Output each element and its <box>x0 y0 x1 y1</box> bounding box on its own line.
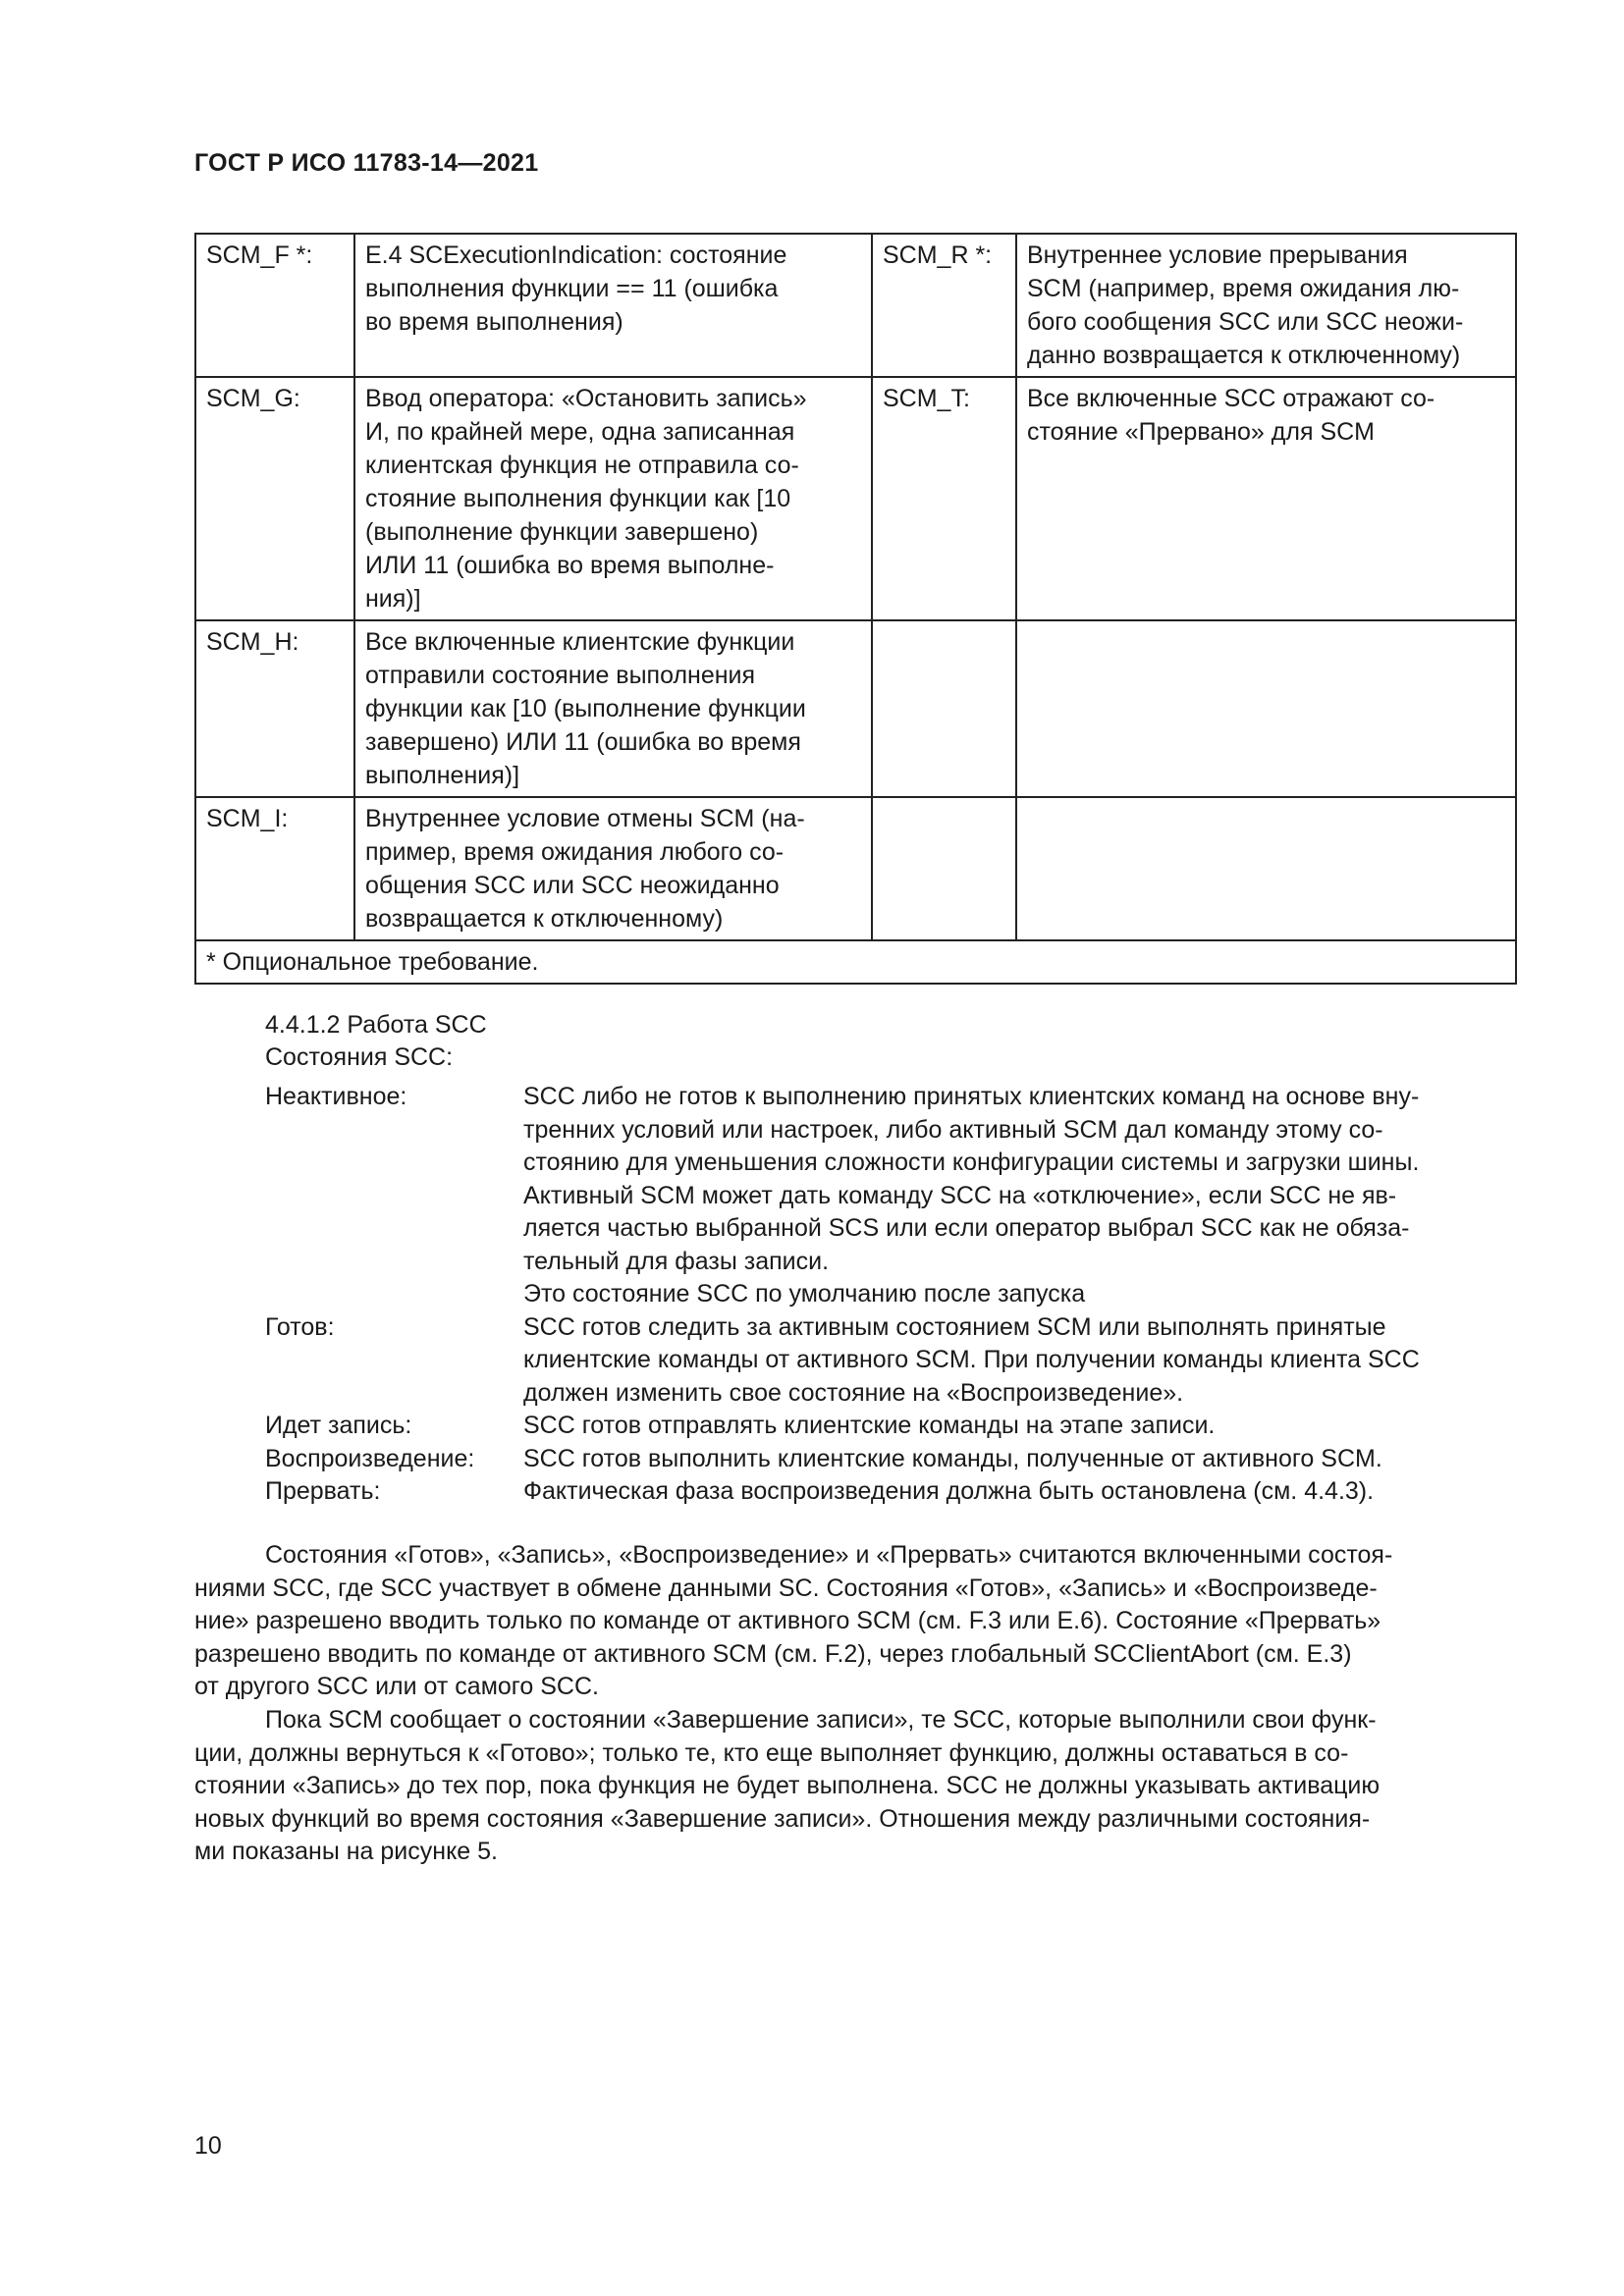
transition-id: SCM_H: <box>195 620 354 797</box>
empty-cell <box>872 797 1016 940</box>
document-header: ГОСТ Р ИСО 11783-14—2021 <box>194 149 539 177</box>
transition-id: SCM_F *: <box>195 234 354 377</box>
body-paragraph: Пока SCM сообщает о состоянии «Завершение записи», те SCC, которые выполнили свои функ- ции, должны вернуться к «Готово»; только те, кто еще выполняет функцию, должны оставаться в со- стоянии «Запись» до тех пор, пока функция не будет выполнена. SCC не должны указывать активацию новых функций во время состояния «Завершение записи». Отношения между различными состояния- ми показаны на рисунке 5. <box>194 1706 1380 1865</box>
state-description: Фактическая фаза воспроизведения должна быть остановлена (см. 4.4.3). <box>523 1477 1375 1505</box>
page-number: 10 <box>194 2132 222 2160</box>
state-label: Прервать: <box>265 1477 381 1505</box>
state-list <box>265 1081 1520 1509</box>
state-item <box>265 1081 1520 1311</box>
table-row <box>195 234 1516 377</box>
state-description: SCC готов отправлять клиентские команды на этапе записи. <box>523 1412 1216 1439</box>
table-footnote: * Опциональное требование. <box>195 940 1516 984</box>
state-label: Неактивное: <box>265 1083 407 1110</box>
table-row <box>195 797 1516 940</box>
state-label: Идет запись: <box>265 1412 412 1439</box>
empty-cell <box>1016 797 1516 940</box>
transition-condition: Е.4 SCExecutionIndication: состояние выполнения функции == 11 (ошибка во время выполнения) <box>354 234 872 377</box>
state-description: SCC готов следить за активным состоянием SCM или выполнять принятые клиентские команды от активного SCM. При получении команды клиента SCC должен изменить свое состояние на «Воспроизведение». <box>523 1312 1420 1407</box>
empty-cell <box>872 620 1016 797</box>
state-description: SCC либо не готов к выполнению принятых клиентских команд на основе вну- тренних условий или настроек, либо активный SCM дал команду этому со- стоянию для уменьшения сложности конфигурации системы и загрузки шины. Активный SCM может дать команду SCC на «отключение», если SCC не яв- ляется частью выбранной SCS или если оператор выбрал SCC как не обяза- тельный для фазы записи. Это состояние SCC по умолчанию после запуска <box>523 1083 1420 1308</box>
state-description: SCC готов выполнить клиентские команды, полученные от активного SCM. <box>523 1444 1382 1472</box>
transition-condition: Внутреннее условие отмены SCM (на- пример, время ожидания любого со- общения SCC или SCC неожиданно возвращается к отключенному) <box>354 797 872 940</box>
table-row <box>195 377 1516 620</box>
transition-condition: Все включенные SCC отражают со- стояние «Прервано» для SCM <box>1016 377 1516 620</box>
section-subheading: Состояния SCC: <box>265 1043 454 1071</box>
table-row <box>195 620 1516 797</box>
transition-id: SCM_I: <box>195 797 354 940</box>
state-item <box>265 1475 1520 1509</box>
transition-condition: Внутреннее условие прерывания SCM (например, время ожидания лю- бого сообщения SCC или SCC неожи- данно возвращается к отключенному) <box>1016 234 1516 377</box>
state-item <box>265 1443 1520 1476</box>
transition-condition: Ввод оператора: «Остановить запись» И, по крайней мере, одна записанная клиентская функция не отправила со- стояние выполнения функции как [10 (выполнение функции завершено) ИЛИ 11 (ошибка во время выполне- ния)] <box>354 377 872 620</box>
transition-id: SCM_G: <box>195 377 354 620</box>
state-label: Воспроизведение: <box>265 1444 475 1472</box>
transition-id: SCM_T: <box>872 377 1016 620</box>
transition-table <box>194 233 1517 985</box>
table-footnote-row <box>195 940 1516 984</box>
state-item <box>265 1311 1520 1411</box>
body-paragraph: Состояния «Готов», «Запись», «Воспроизведение» и «Прервать» считаются включенными состоя- ниями SCC, где SCC участвует в обмене данными SC. Состояния «Готов», «Запись» и «Воспроизведе- ние» разрешено вводить только по команде от активного SCM (см. F.3 или E.6). Состояние «Прервать» разрешено вводить по команде от активного SCM (см. F.2), через глобальный SCClientAbort (см. E.3) от другого SCC или от самого SCC. <box>194 1541 1393 1700</box>
transition-condition: Все включенные клиентские функции отправили состояние выполнения функции как [10 (выполнение функции завершено) ИЛИ 11 (ошибка во время выполнения)] <box>354 620 872 797</box>
state-item <box>265 1410 1520 1443</box>
transition-id: SCM_R *: <box>872 234 1016 377</box>
state-label: Готов: <box>265 1312 335 1341</box>
section-heading: 4.4.1.2 Работа SCC <box>265 1011 487 1039</box>
empty-cell <box>1016 620 1516 797</box>
